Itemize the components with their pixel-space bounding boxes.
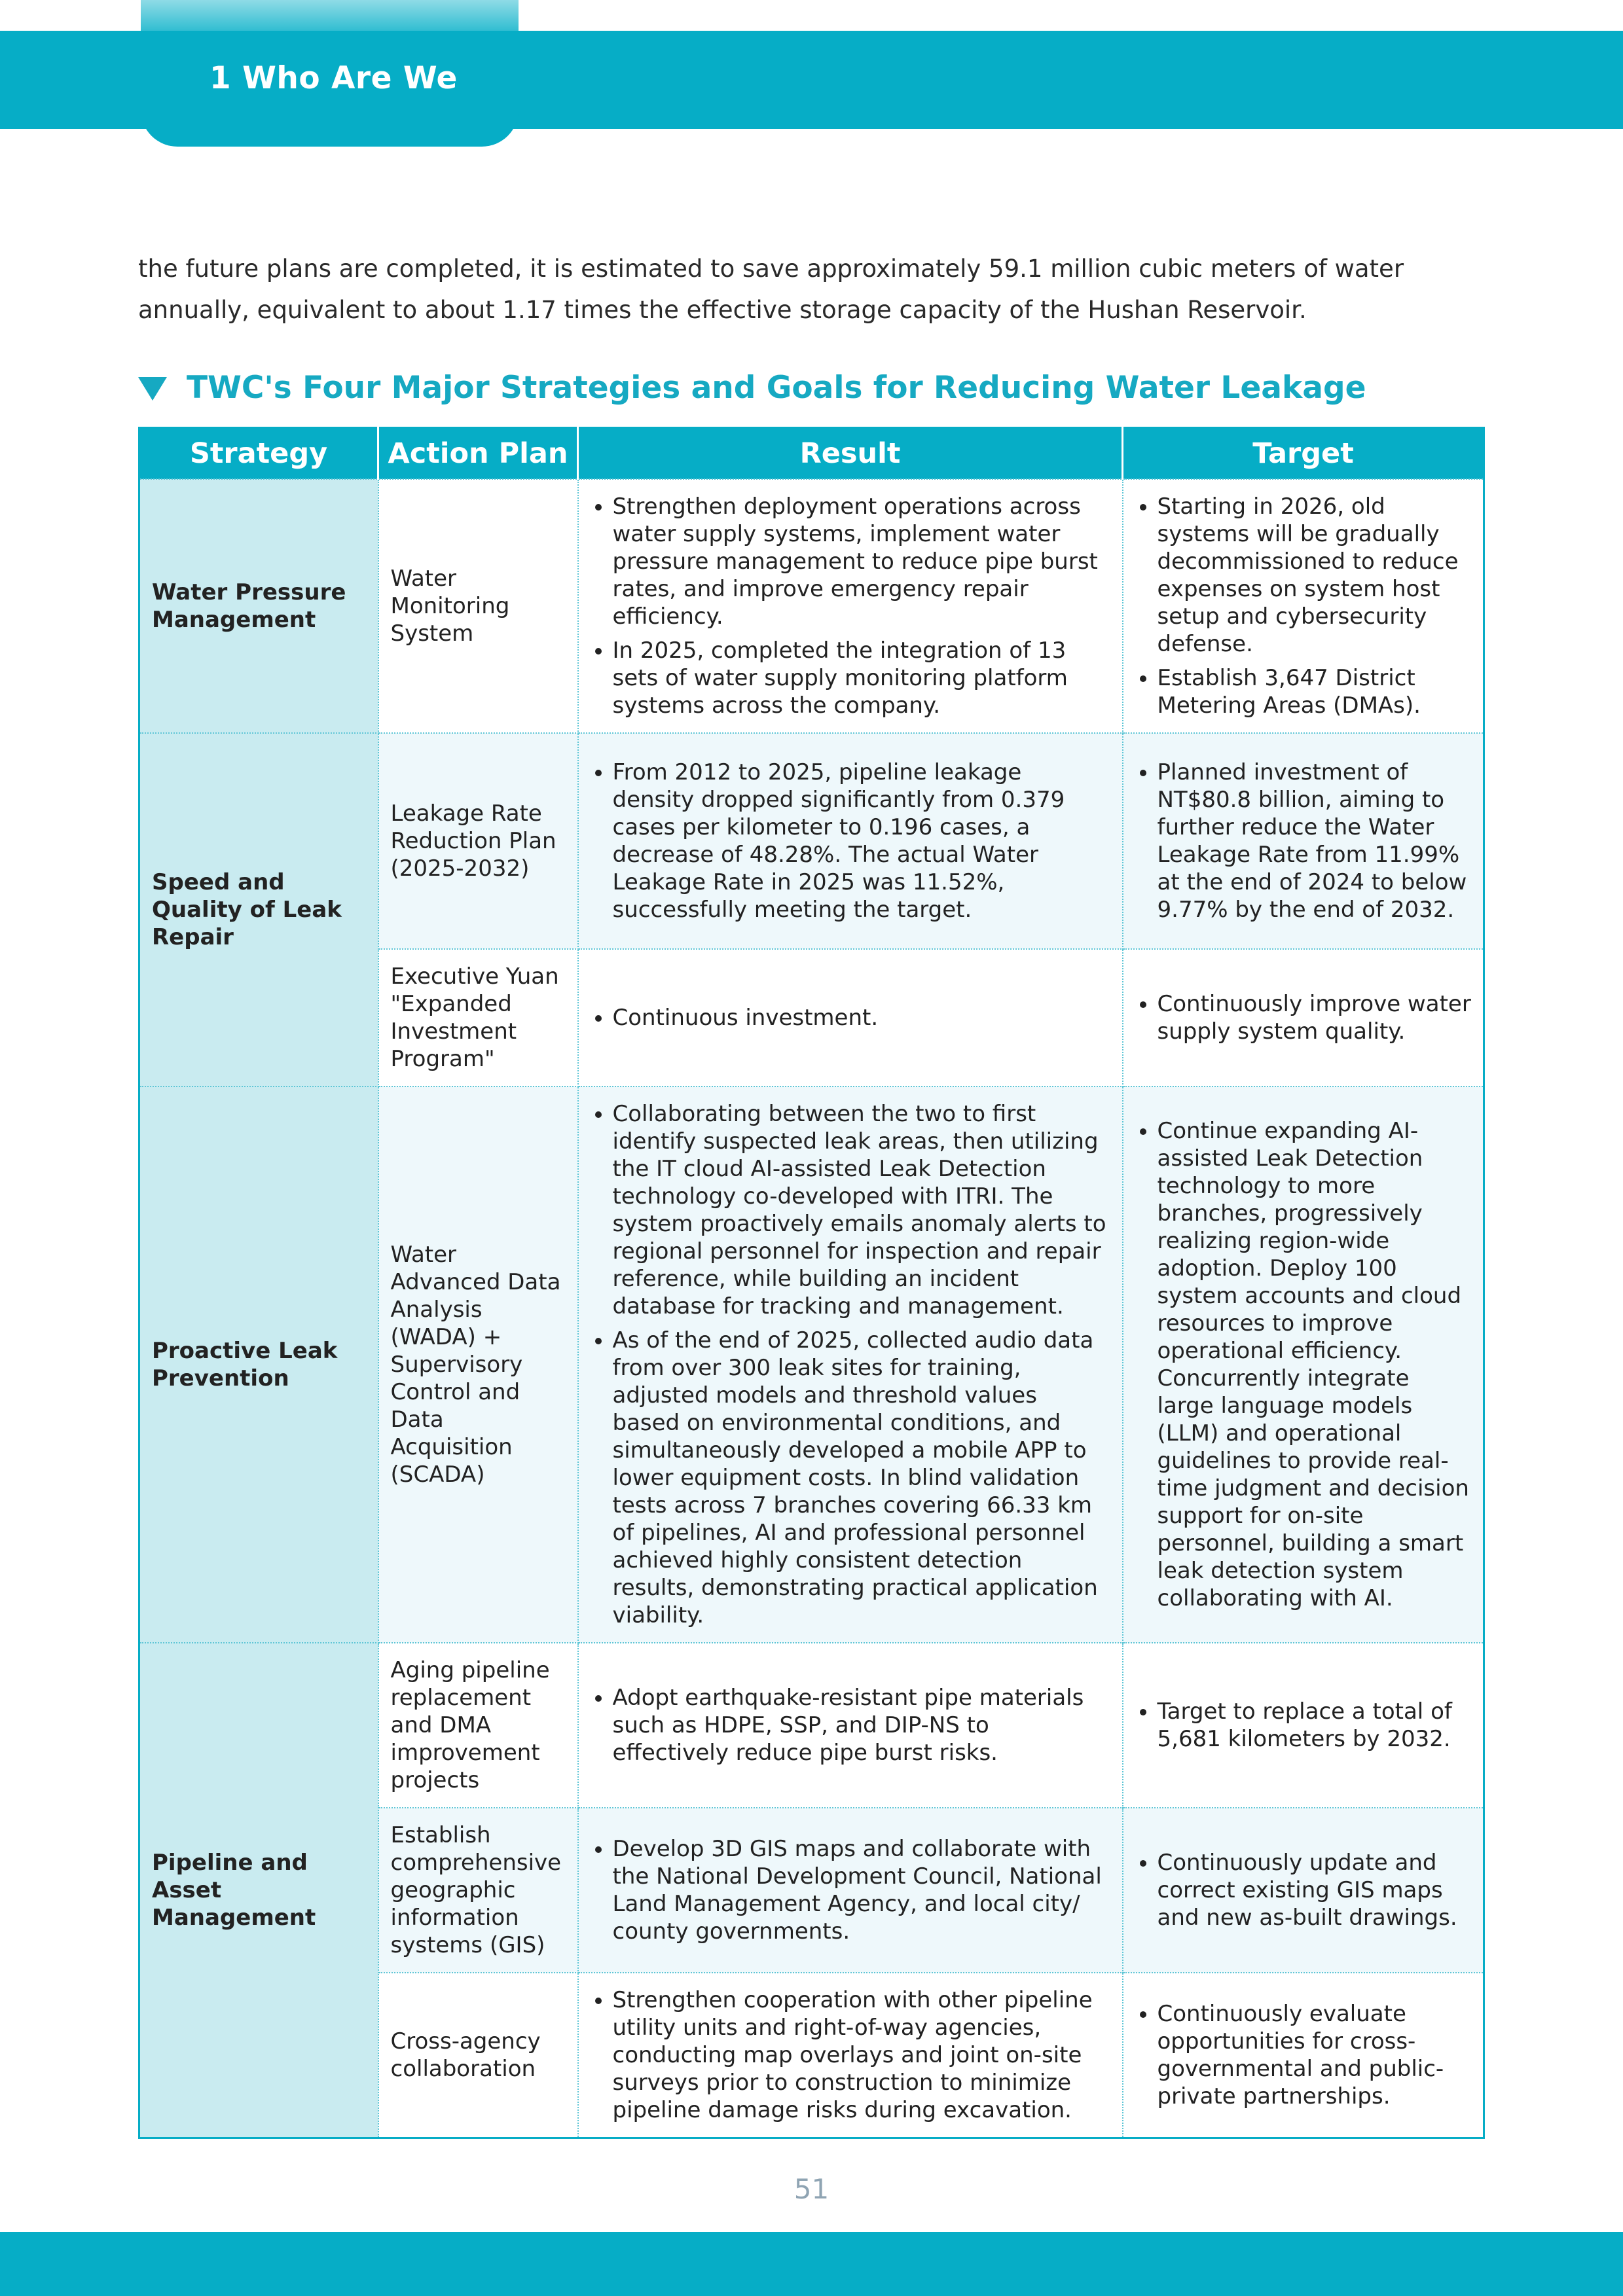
result-item: • In 2025, completed the integration of 13 sets of water supply monitoring platform systems across the company. [613,637,1110,719]
target-cell [1123,1808,1484,1973]
target-item: • Planned investment of NT$80.8 billion, aiming to further reduce the Water Leakage Rate from 11.99% at the end of 2024 to below 9.77% by the end of 2032. [1158,759,1472,924]
result-item: • From 2012 to 2025, pipeline leakage density dropped significantly from 0.379 cases per kilometer to 0.196 cases, a decrease of 48.28%. The actual Water Leakage Rate in 2025 was 11.52%, successfully meeting the target. [613,759,1110,924]
action-plan-cell: Executive Yuan "Expanded Investment Program" [378,949,578,1086]
strategy-cell: Proactive Leak Prevention [139,1086,378,1643]
strategy-table [138,427,1485,2139]
target-cell [1123,1086,1484,1643]
action-plan-cell: Aging pipeline replacement and DMA improvement projects [378,1643,578,1808]
target-cell [1123,1643,1484,1808]
result-cell [578,1643,1123,1808]
result-cell [578,733,1123,949]
action-plan-cell: Cross-agency collaboration [378,1973,578,2138]
target-cell [1123,1973,1484,2138]
header-top-strip [141,0,519,31]
target-item: • Continuously improve water supply system quality. [1158,990,1472,1045]
target-item: • Establish 3,647 District Metering Areas (DMAs). [1158,664,1472,719]
action-plan-cell: Water Advanced Data Analysis (WADA) + Supervisory Control and Data Acquisition (SCADA) [378,1086,578,1643]
action-plan-cell: Leakage Rate Reduction Plan (2025-2032) [378,733,578,949]
result-item: • Develop 3D GIS maps and collaborate with the National Development Council, National Land Management Agency, and local city/ county governments. [613,1835,1110,1945]
target-cell [1123,479,1484,733]
target-item: • Continue expanding AI-assisted Leak Detection technology to more branches, progressively realizing region-wide adoption. Deploy 100 system accounts and cloud resources to improve operational efficiency. Concurrently integrate large language models (LLM) and operational guidelines to provide real-time judgment and decision support for on-site personnel, building a smart leak detection system collaborating with AI. [1158,1117,1472,1612]
result-cell [578,1973,1123,2138]
action-plan-cell: Water Monitoring System [378,479,578,733]
section-title-text: TWC's Four Major Strategies and Goals for Reducing Water Leakage [187,370,1366,406]
chapter-title: 1 Who Are We [210,60,458,96]
result-item: • Strengthen cooperation with other pipeline utility units and right-of-way agencies, conducting map overlays and joint on-site surveys prior to construction to minimize pipeline damage risks during excavation. [613,1986,1110,2124]
result-cell [578,1808,1123,1973]
strategy-cell: Pipeline and Asset Management [139,1643,378,2138]
target-item: • Continuously evaluate opportunities for cross-governmental and public-private partnerships. [1158,2000,1472,2110]
result-cell [578,949,1123,1086]
header-target: Target [1123,428,1484,480]
strategy-cell: Speed and Quality of Leak Repair [139,733,378,1086]
table-row [139,1643,1484,1808]
target-cell [1123,733,1484,949]
result-item: • Collaborating between the two to first identify suspected leak areas, then utilizing the IT cloud AI-assisted Leak Detection technology co-developed with ITRI. The system proactively emails anomaly alerts to regional personnel for inspection and repair reference, while building an incident database for tracking and management. [613,1100,1110,1320]
header-action-plan: Action Plan [378,428,578,480]
header-result: Result [578,428,1123,480]
table-row [139,479,1484,733]
page-number: 51 [793,2173,830,2205]
result-cell [578,1086,1123,1643]
result-item: • Adopt earthquake-resistant pipe materials such as HDPE, SSP, and DIP-NS to effectively reduce pipe burst risks. [613,1684,1110,1767]
footer-bar [0,2232,1623,2296]
table-row [139,1086,1484,1643]
result-item: • As of the end of 2025, collected audio data from over 300 leak sites for training, adjusted models and threshold values based on environmental conditions, and simultaneously developed a mobile APP to lower equipment costs. In blind validation tests across 7 branches covering 66.33 km of pipelines, AI and professional personnel achieved highly consistent detection results, demonstrating practical application viability. [613,1327,1110,1629]
intro-paragraph: the future plans are completed, it is estimated to save approximately 59.1 million cubic meters of water annually, equivalent to about 1.17 times the effective storage capacity of the Hushan Reservoir. [138,255,1404,324]
target-item: • Continuously update and correct existing GIS maps and new as-built drawings. [1158,1849,1472,1931]
table-header-row [139,428,1484,480]
action-plan-cell: Establish comprehensive geographic information systems (GIS) [378,1808,578,1973]
header-strategy: Strategy [139,428,378,480]
section-title [138,370,1366,406]
result-item: • Strengthen deployment operations across water supply systems, implement water pressure management to reduce pipe burst rates, and improve emergency repair efficiency. [613,493,1110,630]
table-row [139,733,1484,949]
target-cell [1123,949,1484,1086]
target-item: • Target to replace a total of 5,681 kilometers by 2032. [1158,1698,1472,1753]
result-item: • Continuous investment. [613,1004,1110,1031]
target-item: • Starting in 2026, old systems will be gradually decommissioned to reduce expenses on system host setup and cybersecurity defense. [1158,493,1472,658]
strategy-cell: Water Pressure Management [139,479,378,733]
triangle-down-icon [138,377,167,401]
result-cell [578,479,1123,733]
